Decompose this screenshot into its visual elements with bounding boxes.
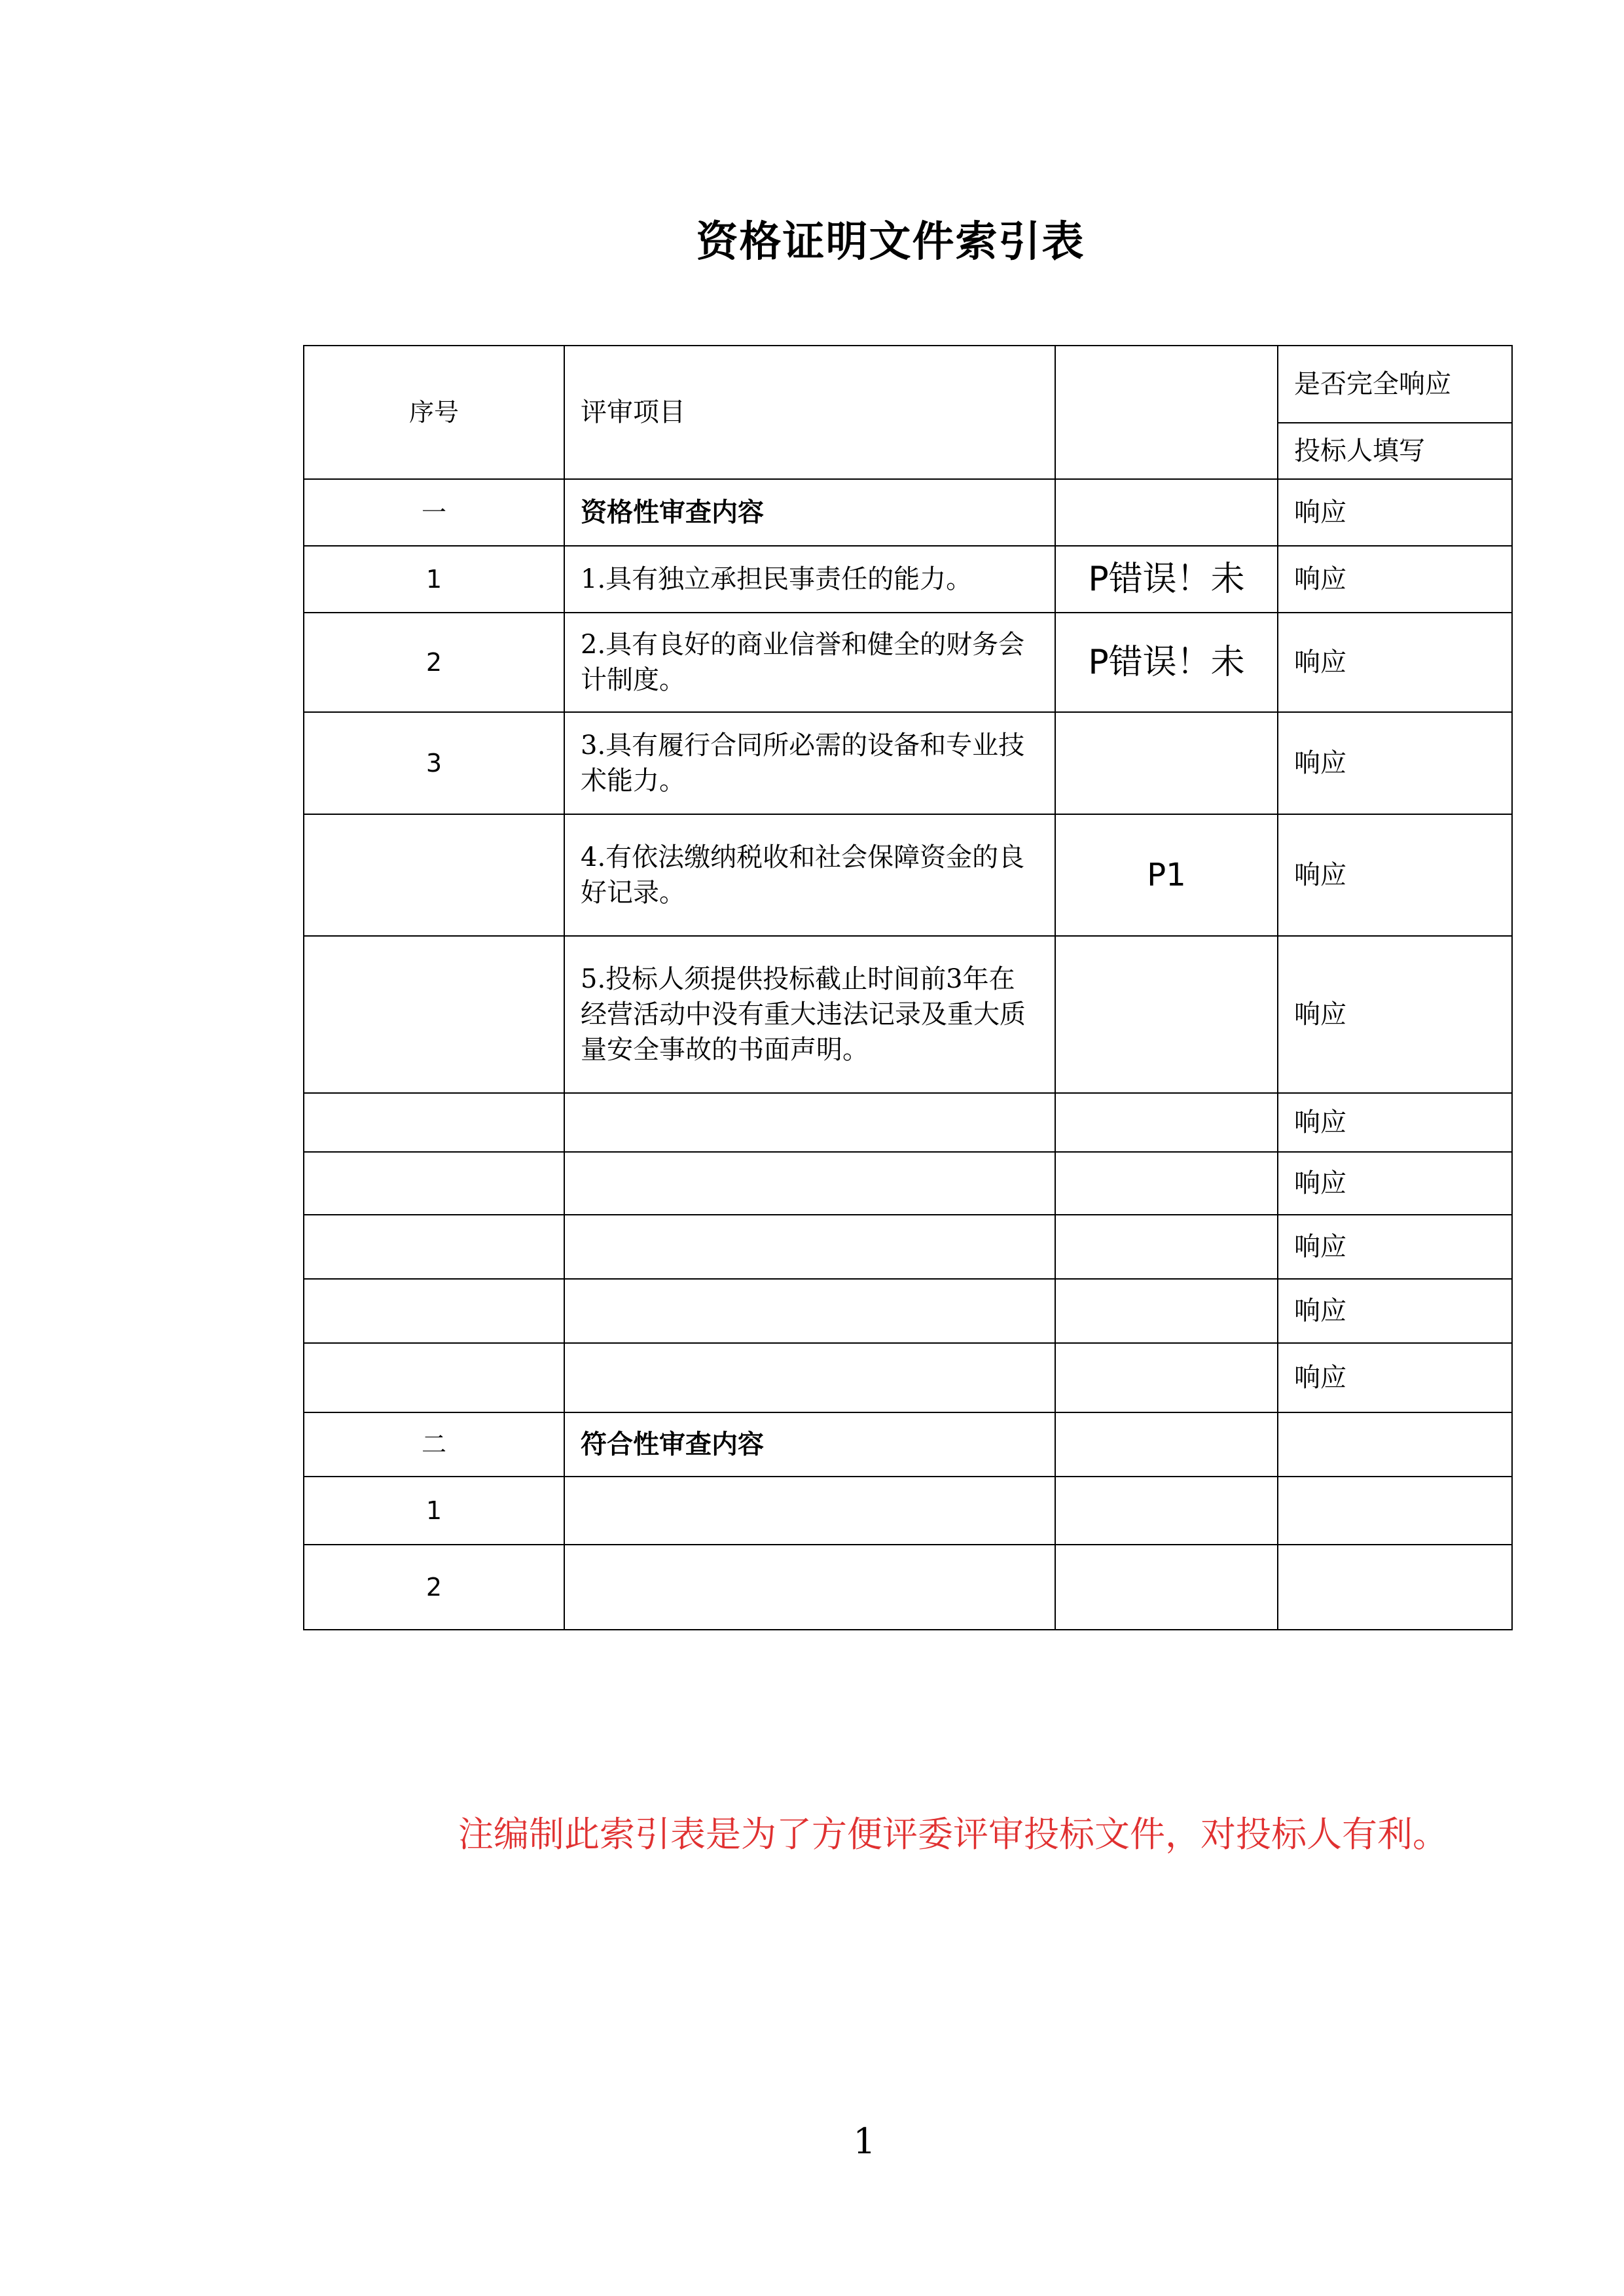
table-row <box>304 613 1512 712</box>
row-page: P1 <box>1055 814 1278 936</box>
header-seq: 序号 <box>304 346 564 479</box>
row-item <box>564 1279 1055 1343</box>
row-page <box>1055 1343 1278 1412</box>
row-seq: 2 <box>304 1545 564 1630</box>
header-item: 评审项目 <box>564 346 1055 479</box>
table-row <box>304 814 1512 936</box>
row-page <box>1055 1152 1278 1215</box>
qualification-index-table <box>303 345 1513 1630</box>
row-seq: 1 <box>304 546 564 613</box>
section-page <box>1055 479 1278 546</box>
table-row <box>304 712 1512 814</box>
page-number: 1 <box>853 2121 876 2162</box>
row-item: 1.具有独立承担民事责任的能力。 <box>564 546 1055 613</box>
section-page <box>1055 1412 1278 1477</box>
row-item: 5.投标人须提供投标截止时间前3年在经营活动中没有重大违法记录及重大质量安全事故的书面声明。 <box>564 936 1055 1093</box>
table-row <box>304 1152 1512 1215</box>
row-response: 响应 <box>1278 613 1512 712</box>
row-seq <box>304 936 564 1093</box>
row-response <box>1278 1545 1512 1630</box>
row-seq <box>304 1279 564 1343</box>
document-title: 资格证明文件索引表 <box>696 218 1085 266</box>
header-row <box>304 346 1512 423</box>
row-seq <box>304 1343 564 1412</box>
row-page <box>1055 1215 1278 1279</box>
row-seq: 1 <box>304 1477 564 1545</box>
row-item: 3.具有履行合同所必需的设备和专业技术能力。 <box>564 712 1055 814</box>
row-response: 响应 <box>1278 1152 1512 1215</box>
section-title: 符合性审查内容 <box>564 1412 1055 1477</box>
row-item <box>564 1093 1055 1152</box>
row-item <box>564 1477 1055 1545</box>
table-row <box>304 1477 1512 1545</box>
footnote: 注编制此索引表是为了方便评委评审投标文件，对投标人有利。 <box>458 1814 1448 1855</box>
table-row <box>304 1215 1512 1279</box>
row-seq: 2 <box>304 613 564 712</box>
header-page <box>1055 346 1278 479</box>
row-response: 响应 <box>1278 546 1512 613</box>
row-response <box>1278 1477 1512 1545</box>
row-item: 4.有依法缴纳税收和社会保障资金的良好记录。 <box>564 814 1055 936</box>
table-row <box>304 546 1512 613</box>
section-row <box>304 1412 1512 1477</box>
row-response: 响应 <box>1278 1279 1512 1343</box>
row-seq <box>304 814 564 936</box>
row-response: 响应 <box>1278 1215 1512 1279</box>
table-row <box>304 1545 1512 1630</box>
row-seq <box>304 1152 564 1215</box>
row-page <box>1055 1279 1278 1343</box>
header-bidder-fill: 投标人填写 <box>1278 423 1512 479</box>
row-page <box>1055 936 1278 1093</box>
row-response: 响应 <box>1278 936 1512 1093</box>
row-page <box>1055 1093 1278 1152</box>
row-response: 响应 <box>1278 712 1512 814</box>
row-item: 2.具有良好的商业信誉和健全的财务会计制度。 <box>564 613 1055 712</box>
section-seq: 二 <box>304 1412 564 1477</box>
table-row <box>304 1279 1512 1343</box>
row-page: P错误！未 <box>1055 546 1278 613</box>
table-row <box>304 936 1512 1093</box>
row-page: P错误！未 <box>1055 613 1278 712</box>
row-response: 响应 <box>1278 1343 1512 1412</box>
row-item <box>564 1545 1055 1630</box>
section-row <box>304 479 1512 546</box>
header-response: 是否完全响应 <box>1278 346 1512 423</box>
row-page <box>1055 1545 1278 1630</box>
section-response: 响应 <box>1278 479 1512 546</box>
row-response: 响应 <box>1278 814 1512 936</box>
table-row <box>304 1093 1512 1152</box>
row-page <box>1055 1477 1278 1545</box>
row-item <box>564 1152 1055 1215</box>
section-title: 资格性审查内容 <box>564 479 1055 546</box>
row-seq <box>304 1215 564 1279</box>
section-response <box>1278 1412 1512 1477</box>
row-seq: 3 <box>304 712 564 814</box>
row-seq <box>304 1093 564 1152</box>
table-row <box>304 1343 1512 1412</box>
section-seq: 一 <box>304 479 564 546</box>
row-page <box>1055 712 1278 814</box>
row-item <box>564 1215 1055 1279</box>
row-response: 响应 <box>1278 1093 1512 1152</box>
row-item <box>564 1343 1055 1412</box>
